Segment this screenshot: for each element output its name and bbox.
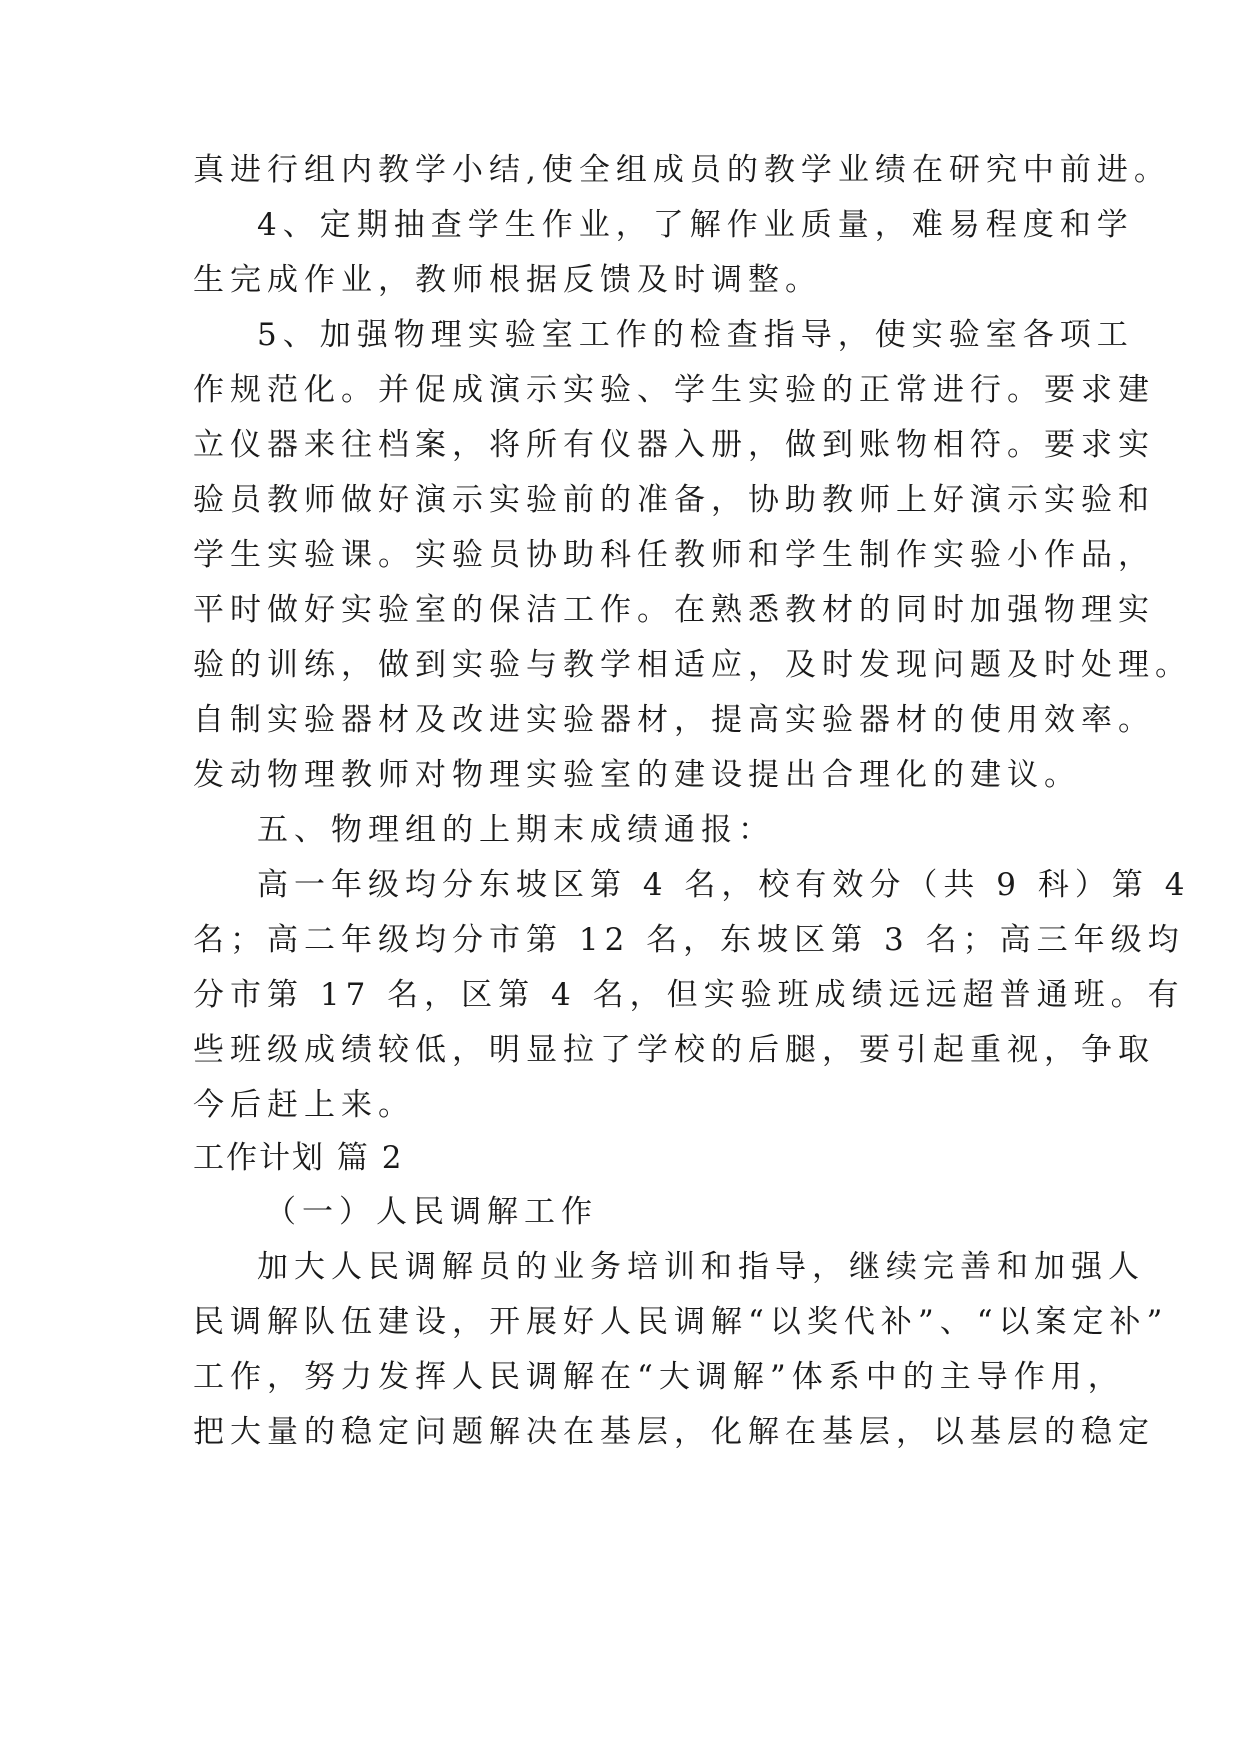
text-line: 自制实验器材及改进实验器材，提高实验器材的使用效率。 [193, 702, 1155, 738]
text-line: 验员教师做好演示实验前的准备，协助教师上好演示实验和 [193, 482, 1155, 518]
text-line: 发动物理教师对物理实验室的建设提出合理化的建议。 [193, 757, 1081, 793]
text-line: 工作，努力发挥人民调解在“大调解”体系中的主导作用， [193, 1359, 1125, 1395]
text-line: 加大人民调解员的业务培训和指导，继续完善和加强人 [257, 1249, 1145, 1285]
text-line: 5、加强物理实验室工作的检查指导，使实验室各项工 [257, 317, 1134, 353]
text-line: 作规范化。并促成演示实验、学生实验的正常进行。要求建 [193, 372, 1155, 408]
text-line: 些班级成绩较低，明显拉了学校的后腿，要引起重视，争取 [193, 1032, 1155, 1068]
article-title: 工作计划 篇 2 [193, 1140, 404, 1176]
text-line: 今后赶上来。 [193, 1087, 415, 1123]
text-line: 生完成作业，教师根据反馈及时调整。 [193, 262, 822, 298]
text-line: 平时做好实验室的保洁工作。在熟悉教材的同时加强物理实 [193, 592, 1155, 628]
text-line: 验的训练，做到实验与教学相适应，及时发现问题及时处理。 [193, 647, 1192, 683]
text-line: 民调解队伍建设，开展好人民调解“以奖代补”、“以案定补” [193, 1304, 1169, 1340]
text-line: 4、定期抽查学生作业，了解作业质量，难易程度和学 [257, 207, 1134, 243]
subsection-heading: （一）人民调解工作 [265, 1194, 598, 1230]
section-heading: 五、物理组的上期末成绩通报： [257, 812, 775, 848]
text-line: 名；高二年级均分市第 12 名，东坡区第 3 名；高三年级均 [193, 922, 1185, 958]
text-line: 高一年级均分东坡区第 4 名，校有效分（共 9 科）第 4 [257, 867, 1191, 903]
text-line: 立仪器来往档案，将所有仪器入册，做到账物相符。要求实 [193, 427, 1155, 463]
text-line: 真进行组内教学小结,使全组成员的教学业绩在研究中前进。 [193, 152, 1171, 188]
text-line: 把大量的稳定问题解决在基层，化解在基层，以基层的稳定 [193, 1414, 1155, 1450]
text-line: 分市第 17 名，区第 4 名，但实验班成绩远远超普通班。有 [193, 977, 1185, 1013]
text-line: 学生实验课。实验员协助科任教师和学生制作实验小作品， [193, 537, 1155, 573]
